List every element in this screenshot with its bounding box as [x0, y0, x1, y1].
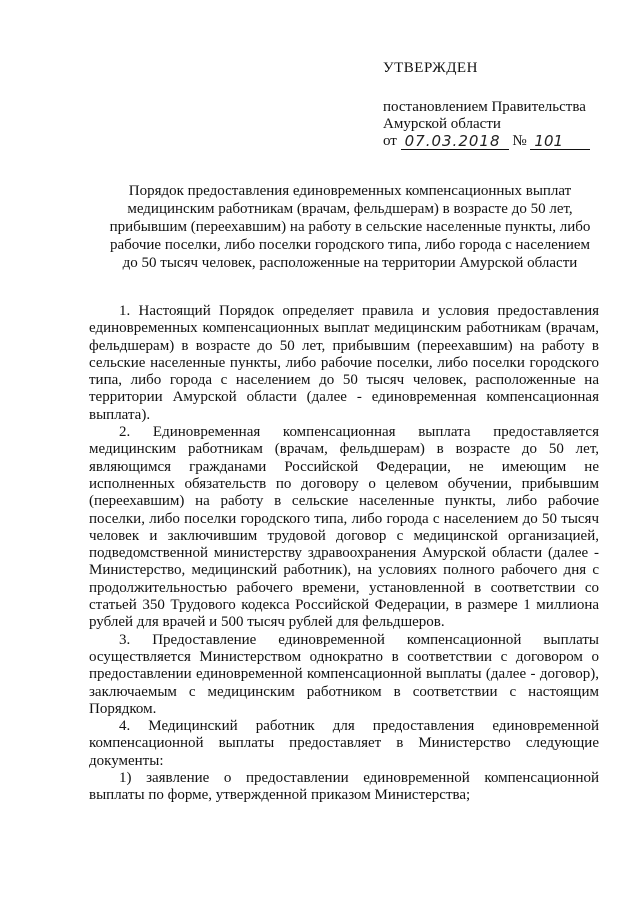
approval-line-2: Амурской области	[383, 116, 501, 132]
date-prefix: от	[383, 133, 397, 149]
handwritten-number: 101	[530, 134, 590, 150]
approval-date-number	[383, 133, 613, 150]
paragraph-3: 3. Предоставление единовременной компенсационной выплаты осуществляется Министерством однократно в соответствии с договором о предоставлении единовременной компенсационной выплаты (далее - договор), заключаемым с медицинским работником в соответствии с настоящим Порядком.	[89, 631, 599, 717]
number-prefix: №	[512, 133, 527, 149]
paragraph-4-item-1: 1) заявление о предоставлении единовременной компенсационной выплаты по форме, утвержденной приказом Министерства;	[89, 770, 599, 804]
paragraph-1: 1. Настоящий Порядок определяет правила и условия предоставления единовременных компенсационных выплат медицинским работникам (врачам, фельдшерам) в возрасте до 50 лет, прибывшим (переехавшим) на работу в сельские населенные пункты, либо рабочие поселки, либо поселки городского типа, либо города с населением до 50 тысяч человек, расположенные на территории Амурской области (далее - единовременная компенсационная выплата).	[89, 303, 599, 423]
approval-block	[383, 60, 613, 150]
document-title: Порядок предоставления единовременных компенсационных выплат медицинским работникам (врачам, фельдшерам) в возрасте до 50 лет, прибывшим (переехавшим) на работу в сельские населенные пункты, либо рабочие поселки, либо поселки городского типа, либо города с населением до 50 тысяч человек, расположенные на территории Амурской области	[109, 183, 591, 271]
paragraph-4: 4. Медицинский работник для предоставления единовременной компенсационной выплаты предоставляет в Министерство следующие документы:	[89, 718, 599, 769]
approval-line-1: постановлением Правительства	[383, 99, 586, 115]
document-body	[89, 303, 599, 805]
handwritten-date: 07.03.2018	[401, 134, 509, 150]
approval-heading: УТВЕРЖДЕН	[383, 60, 478, 76]
paragraph-2: 2. Единовременная компенсационная выплата предоставляется медицинским работникам (врачам, фельдшерам) в возрасте до 50 лет, являющимся гражданами Российской Федерации, не имеющим не исполненных обязательств по договору о целевом обучении, прибывшим (переехавшим) на работу в сельские населенные пункты, либо рабочие поселки, либо поселки городского типа, либо города с населением до 50 тысяч человек и заключившим трудовой договор с медицинской организацией, подведомственной министерству здравоохранения Амурской области (далее - Министерство, медицинский работник), на условиях полного рабочего дня с продолжительностью рабочего времени, установленной в соответствии со статьей 350 Трудового кодекса Российской Федерации, в размере 1 миллиона рублей для врачей и 500 тысяч рублей для фельдшеров.	[89, 424, 599, 631]
